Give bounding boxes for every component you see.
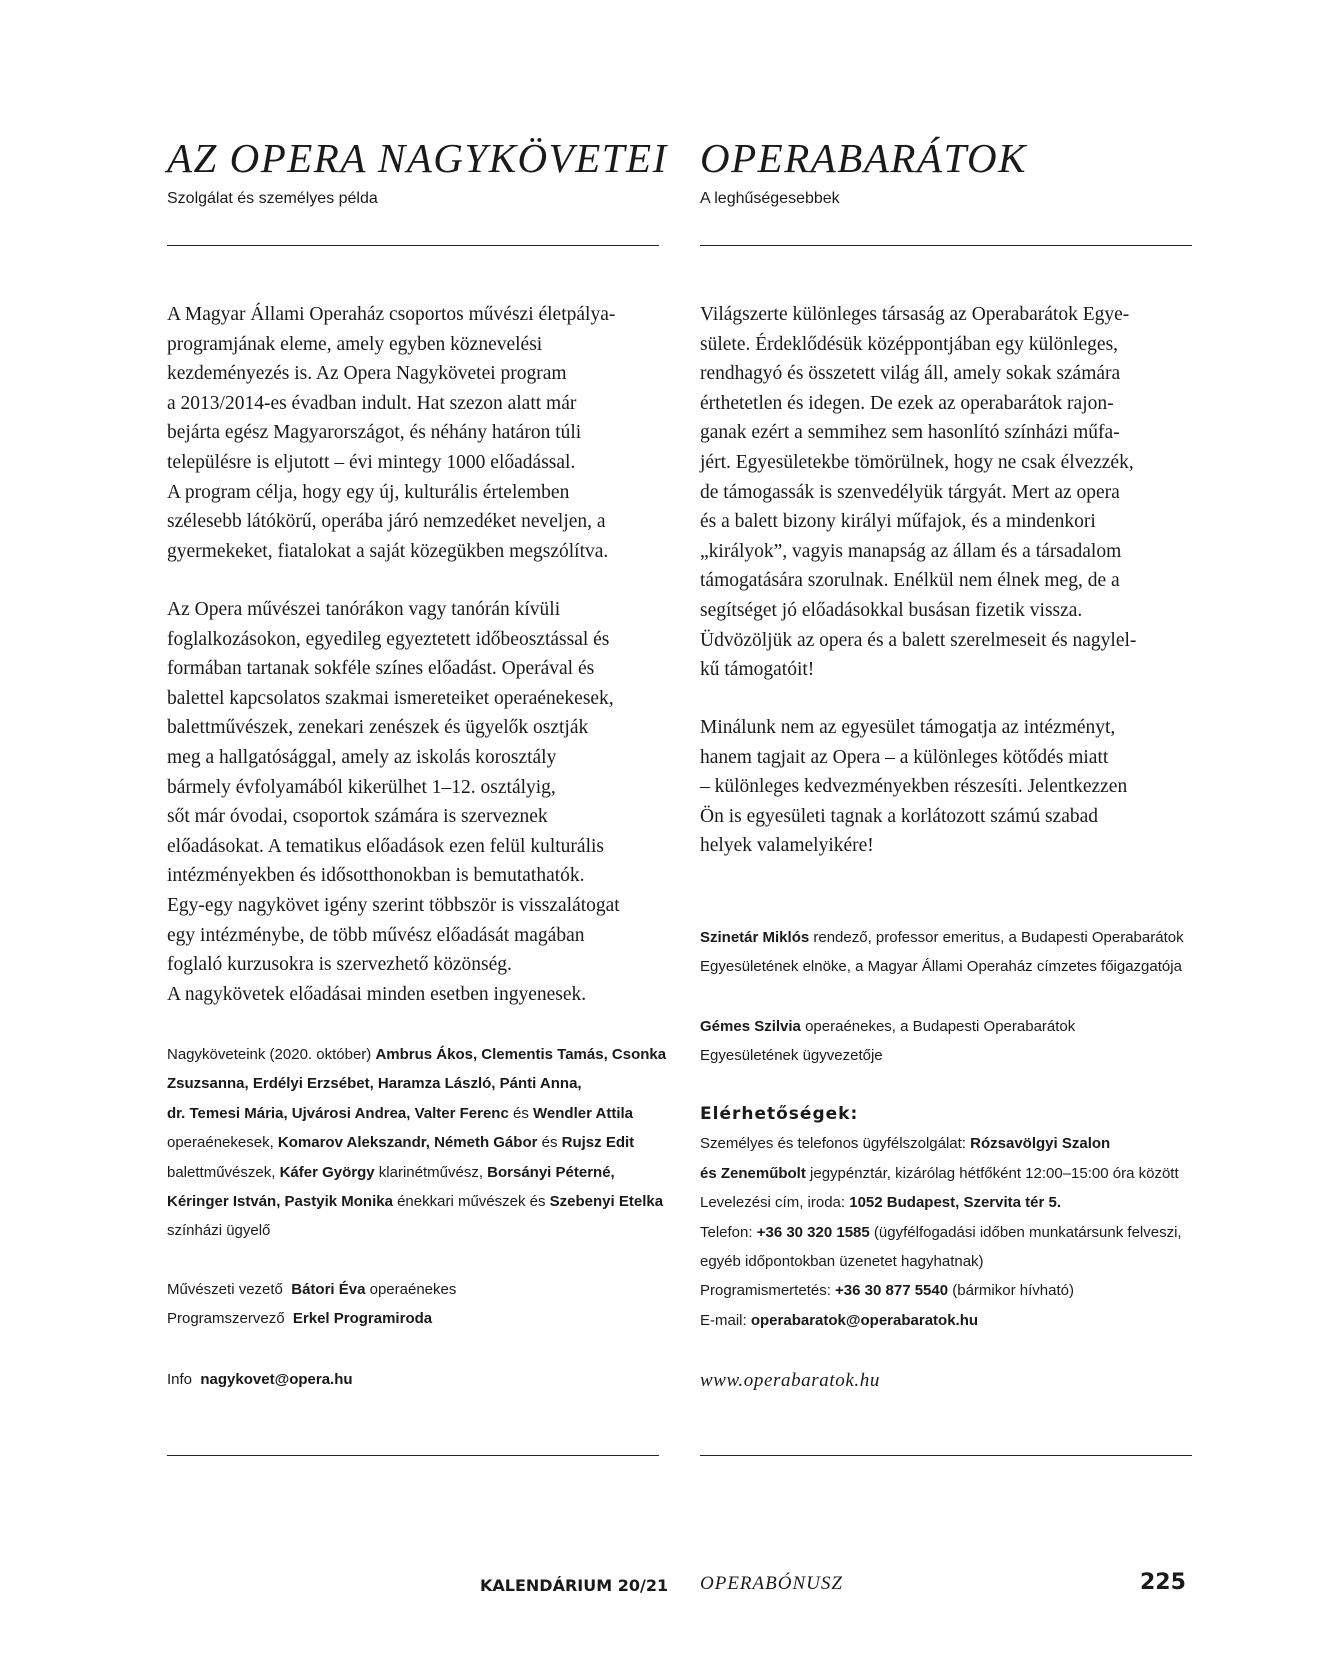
staff-name: Bátori Éva bbox=[291, 1281, 366, 1298]
left-bottom-rule bbox=[167, 1455, 659, 1456]
contact-address: 1052 Budapest, Szervita tér 5. bbox=[849, 1194, 1062, 1212]
conjunction: és bbox=[513, 1104, 529, 1122]
role-label: színházi ügyelő bbox=[167, 1222, 271, 1240]
contact-email-link[interactable]: operabaratok@operabaratok.hu bbox=[750, 1311, 979, 1329]
contact-phone[interactable]: +36 30 877 5540 bbox=[835, 1282, 949, 1300]
contact-phone[interactable]: +36 30 320 1585 bbox=[756, 1223, 870, 1241]
text-line: A nagykövetek előadásai minden esetben ingyenesek. bbox=[167, 983, 587, 1005]
text-line: bármely évfolyamából kikerülhet 1–12. osztályig, bbox=[167, 776, 556, 798]
right-subtitle: A leghűségesebbek bbox=[700, 190, 840, 207]
ambassador-names: Borsányi Péterné, bbox=[487, 1163, 615, 1181]
text-line: szélesebb látókörű, operába járó nemzedéket neveljen, a bbox=[167, 511, 606, 533]
ambassador-names: Ambrus Ákos, Clementis Tamás, Csonka bbox=[375, 1046, 667, 1063]
left-subtitle: Szolgálat és személyes példa bbox=[167, 190, 378, 207]
text-line: helyek valamelyikére! bbox=[700, 835, 874, 857]
info-email-link[interactable]: nagykovet@opera.hu bbox=[200, 1371, 353, 1388]
ambassador-names: Komarov Alekszandr, Németh Gábor bbox=[277, 1134, 538, 1152]
text-line: kezdeményezés is. Az Opera Nagykövetei program bbox=[167, 363, 567, 385]
text-line: formában tartanak sokféle színes előadást. Operával és bbox=[167, 658, 595, 680]
contact-label: E-mail: bbox=[700, 1311, 747, 1329]
leader-gemes bbox=[700, 1012, 1200, 1071]
text-line: balettművészek, zenekari zenészek és ügyelők osztják bbox=[167, 717, 589, 739]
text-line: Minálunk nem az egyesület támogatja az intézményt, bbox=[700, 717, 1116, 738]
ambassador-names: Zsuzsanna, Erdélyi Erzsébet, Haramza László, Pánti Anna, bbox=[167, 1075, 582, 1093]
role-label: klarinétművész, bbox=[378, 1163, 483, 1181]
text-line: hanem tagjait az Opera – a különleges kötődés miatt bbox=[700, 746, 1109, 768]
text-line: segítséget jó előadásokkal busásan fizetik vissza. bbox=[700, 599, 1083, 621]
contacts-heading: Elérhetőségek: bbox=[700, 1104, 859, 1124]
footer-section: OPERABÓNUSZ bbox=[700, 1573, 843, 1594]
info-label: Info bbox=[167, 1371, 193, 1388]
staff-label: Művészeti vezető bbox=[167, 1281, 283, 1298]
contacts-block bbox=[700, 1100, 1200, 1335]
leader-name: Gémes Szilvia bbox=[700, 1018, 801, 1035]
left-title: AZ OPERA NAGYKÖVETEI bbox=[167, 135, 668, 181]
ambassador-names: Szebenyi Etelka bbox=[549, 1193, 664, 1211]
ambassadors-credits bbox=[167, 1040, 667, 1246]
text-line: Ön is egyesületi tagnak a korlátozott számú szabad bbox=[700, 805, 1098, 827]
text-line: Üdvözöljük az opera és a balett szerelmeseit és nagylel- bbox=[700, 629, 1137, 651]
text-line: foglalkozásokon, egyedileg egyeztetett időbeosztással és bbox=[167, 628, 610, 650]
text-line: Egy-egy nagykövet igény szerint többször is visszalátogat bbox=[167, 894, 620, 916]
leader-desc: Egyesületének ügyvezetője bbox=[700, 1047, 883, 1065]
text-line: A program célja, hogy egy új, kulturális értelemben bbox=[167, 481, 570, 503]
text-line: településre is eljutott – évi mintegy 1000 előadással. bbox=[167, 451, 576, 473]
contact-text: (bármikor hívható) bbox=[952, 1282, 1074, 1300]
role-label: énekkari művészek és bbox=[397, 1193, 546, 1211]
ambassador-names: Káfer György bbox=[279, 1163, 375, 1181]
text-line: foglaló kurzusokra is szervezhető közönség. bbox=[167, 954, 512, 976]
role-label: operaénekesek, bbox=[167, 1134, 274, 1152]
text-line: „királyok”, vagyis manapság az állam és a társadalom bbox=[700, 540, 1122, 562]
footer-kalendarium: KALENDÁRIUM 20/21 bbox=[480, 1576, 669, 1595]
contact-label: Programismertetés: bbox=[700, 1282, 831, 1300]
text-line: sőt már óvodai, csoportok számára is szerveznek bbox=[167, 806, 548, 828]
left-top-rule bbox=[167, 245, 659, 246]
role-label: balettművészek, bbox=[167, 1163, 276, 1181]
text-line: Az Opera művészei tanórákon vagy tanórán kívüli bbox=[167, 599, 561, 620]
left-paragraph-2 bbox=[167, 595, 667, 1009]
right-top-rule bbox=[700, 245, 1192, 246]
contact-text: egyéb időpontokban üzenetet hagyhatnak) bbox=[700, 1253, 984, 1271]
text-line: kű támogatóit! bbox=[700, 659, 815, 681]
contact-label: Személyes és telefonos ügyfélszolgálat: bbox=[700, 1135, 966, 1153]
contact-value: Rózsavölgyi Szalon bbox=[970, 1135, 1111, 1153]
contact-label: Telefon: bbox=[700, 1223, 753, 1241]
text-line: de támogassák is szenvedélyük tárgyát. Mert az opera bbox=[700, 481, 1120, 503]
right-title: OPERABARÁTOK bbox=[700, 135, 1027, 181]
page-number: 225 bbox=[1140, 1570, 1186, 1595]
left-paragraph-1 bbox=[167, 300, 667, 566]
staff-block bbox=[167, 1275, 667, 1334]
staff-role: operaénekes bbox=[369, 1281, 457, 1298]
contact-text: jegypénztár, kizárólag hétfőként 12:00–15:00 óra között bbox=[810, 1164, 1179, 1182]
contact-value: és Zeneműbolt bbox=[700, 1164, 806, 1182]
conjunction: és bbox=[541, 1134, 558, 1152]
staff-name: Erkel Programiroda bbox=[292, 1310, 433, 1328]
staff-label: Programszervező bbox=[167, 1310, 285, 1328]
leader-name: Szinetár Miklós bbox=[700, 929, 810, 946]
text-line: bejárta egész Magyarországot, és néhány határon túli bbox=[167, 422, 582, 444]
text-line: ganak ezért a semmihez sem hasonlító színházi műfa- bbox=[700, 422, 1120, 444]
right-bottom-rule bbox=[700, 1455, 1192, 1456]
text-line: jért. Egyesületekbe tömörülnek, hogy ne csak élvezzék, bbox=[700, 451, 1134, 473]
text-line: előadásokat. A tematikus előadások ezen felül kulturális bbox=[167, 835, 604, 857]
ambassador-names: Kéringer István, Pastyik Monika bbox=[167, 1193, 393, 1211]
text-line: meg a hallgatósággal, amely az iskolás korosztály bbox=[167, 746, 557, 768]
website-link[interactable]: www.operabaratok.hu bbox=[700, 1370, 880, 1391]
text-line: Világszerte különleges társaság az Operabarátok Egye- bbox=[700, 304, 1130, 325]
text-line: gyermekeket, fiatalokat a saját közegükben megszólítva. bbox=[167, 540, 609, 562]
leader-desc: rendező, professor emeritus, a Budapesti Operabarátok bbox=[813, 929, 1184, 946]
ambassador-names: Wendler Attila bbox=[533, 1104, 634, 1122]
ambassador-names: Rujsz Edit bbox=[561, 1134, 635, 1152]
leader-desc: Egyesületének elnöke, a Magyar Állami Operaház címzetes főigazgatója bbox=[700, 958, 1182, 976]
text-line: – különleges kedvezményekben részesíti. Jelentkezzen bbox=[700, 776, 1128, 798]
text-line: sülete. Érdeklődésük középpontjában egy különleges, bbox=[700, 333, 1119, 355]
text-line: érthetetlen és idegen. De ezek az operabarátok rajon- bbox=[700, 392, 1114, 414]
contact-text: (ügyfélfogadási időben munkatársunk felveszi, bbox=[873, 1223, 1182, 1241]
text-line: támogatására szorulnak. Enélkül nem élnek meg, de a bbox=[700, 570, 1120, 592]
text-line: a 2013/2014-es évadban indult. Hat szezon alatt már bbox=[167, 392, 577, 414]
leader-desc: operaénekes, a Budapesti Operabarátok bbox=[805, 1018, 1076, 1035]
right-paragraph-2 bbox=[700, 713, 1200, 861]
contact-label: Levelezési cím, iroda: bbox=[700, 1194, 846, 1212]
right-paragraph-1 bbox=[700, 300, 1200, 685]
leader-szinetar bbox=[700, 923, 1200, 982]
text-line: A Magyar Állami Operaház csoportos művészi életpálya- bbox=[167, 304, 616, 325]
text-line: programjának eleme, amely egyben köznevelési bbox=[167, 333, 543, 355]
text-line: és a balett bizony királyi műfajok, és a mindenkori bbox=[700, 511, 1096, 533]
text-line: rendhagyó és összetett világ áll, amely sokak számára bbox=[700, 363, 1121, 385]
text-line: intézményekben és idősotthonokban is bemutathatók. bbox=[167, 865, 585, 887]
text-line: balettel kapcsolatos szakmai ismereteiket operaénekesek, bbox=[167, 687, 614, 709]
info-block bbox=[167, 1365, 667, 1394]
text-line: egy intézménybe, de több művész előadását magában bbox=[167, 924, 585, 946]
ambassador-names: dr. Temesi Mária, Ujvárosi Andrea, Valter Ferenc bbox=[167, 1104, 509, 1122]
credits-intro: Nagyköveteink (2020. október) bbox=[167, 1046, 372, 1063]
